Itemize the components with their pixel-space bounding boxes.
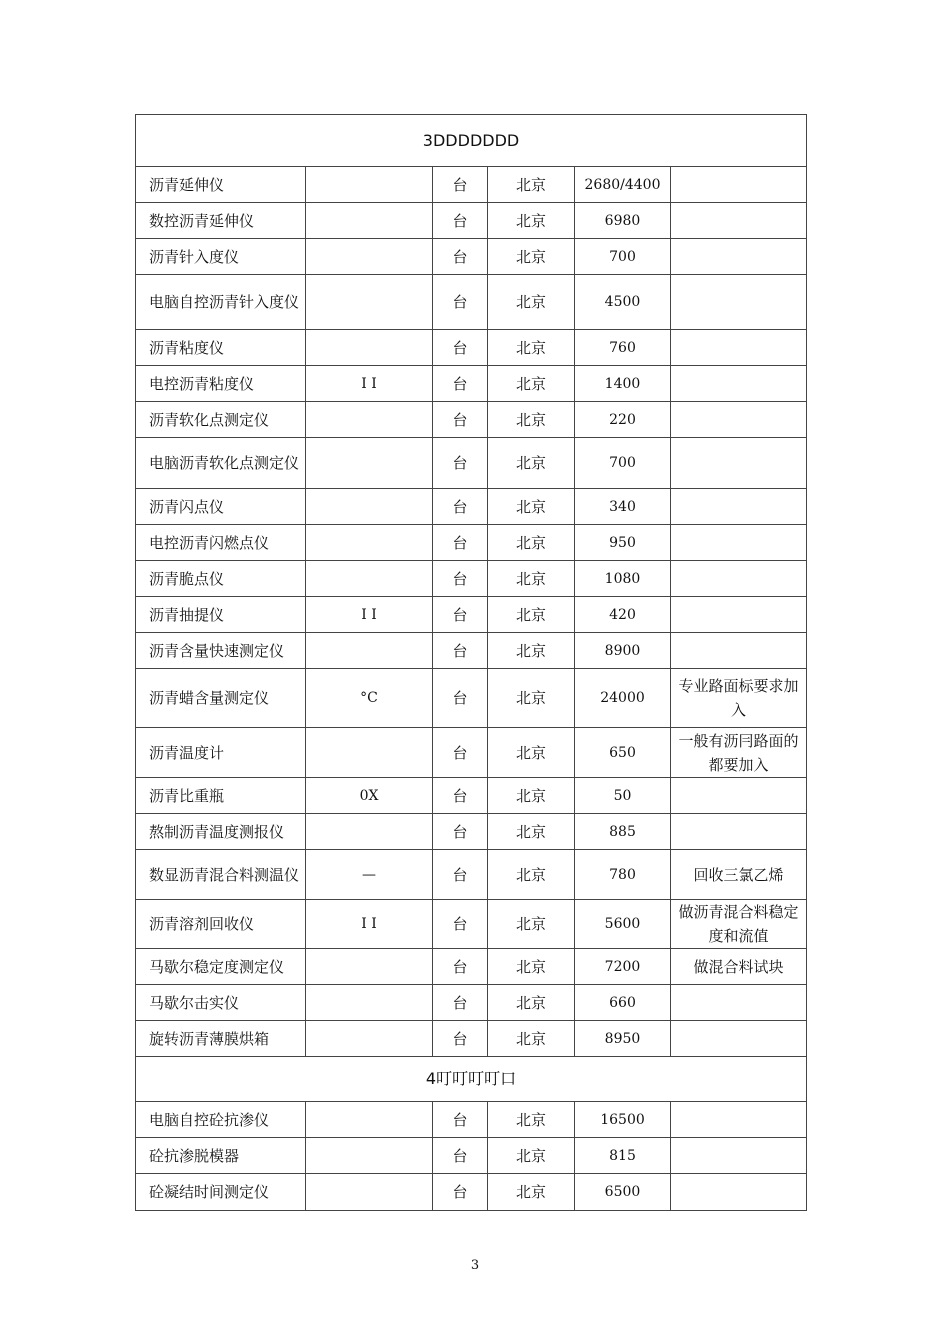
table-row <box>136 778 807 814</box>
table-row <box>136 402 807 438</box>
equipment-name-cell: 马歇尔稳定度测定仪 <box>136 949 306 985</box>
remark-cell <box>671 1174 807 1211</box>
table-row <box>136 728 807 778</box>
remark-cell: 做沥青混合料稳定度和流值 <box>671 900 807 949</box>
model-spec-cell <box>306 525 433 561</box>
table-row <box>136 900 807 949</box>
origin-cell: 北京 <box>488 597 575 633</box>
equipment-name-cell: 沥青延伸仪 <box>136 167 306 203</box>
origin-cell: 北京 <box>488 669 575 728</box>
price-cell: 700 <box>575 438 671 489</box>
model-spec-cell <box>306 167 433 203</box>
table-row <box>136 1174 807 1211</box>
equipment-name-cell: 电控沥青粘度仪 <box>136 366 306 402</box>
equipment-name-cell: 沥青蜡含量测定仪 <box>136 669 306 728</box>
equipment-name-cell: 熬制沥青温度测报仪 <box>136 814 306 850</box>
equipment-name-cell: 数显沥青混合料测温仪 <box>136 850 306 900</box>
unit-cell: 台 <box>433 949 488 985</box>
equipment-name-cell: 沥青温度计 <box>136 728 306 778</box>
equipment-name-cell: 电脑沥青软化点测定仪 <box>136 438 306 489</box>
table-row <box>136 525 807 561</box>
origin-cell: 北京 <box>488 633 575 669</box>
unit-cell: 台 <box>433 985 488 1021</box>
price-cell: 5600 <box>575 900 671 949</box>
model-spec-cell <box>306 489 433 525</box>
price-cell: 2680/4400 <box>575 167 671 203</box>
model-spec-cell <box>306 330 433 366</box>
remark-cell <box>671 402 807 438</box>
price-cell: 50 <box>575 778 671 814</box>
model-spec-cell <box>306 1021 433 1057</box>
equipment-name-cell: 沥青针入度仪 <box>136 239 306 275</box>
table-row <box>136 633 807 669</box>
model-spec-cell: I I <box>306 900 433 949</box>
unit-cell: 台 <box>433 330 488 366</box>
price-cell: 760 <box>575 330 671 366</box>
price-cell: 6980 <box>575 203 671 239</box>
price-cell: 885 <box>575 814 671 850</box>
remark-cell <box>671 438 807 489</box>
price-cell: 815 <box>575 1138 671 1174</box>
origin-cell: 北京 <box>488 814 575 850</box>
table-row <box>136 1102 807 1138</box>
model-spec-cell <box>306 633 433 669</box>
remark-cell <box>671 275 807 330</box>
equipment-name-cell: 沥青闪点仪 <box>136 489 306 525</box>
price-cell: 16500 <box>575 1102 671 1138</box>
remark-cell <box>671 597 807 633</box>
unit-cell: 台 <box>433 489 488 525</box>
remark-cell <box>671 985 807 1021</box>
remark-cell <box>671 366 807 402</box>
equipment-name-cell: 沥青溶剂回收仪 <box>136 900 306 949</box>
origin-cell: 北京 <box>488 438 575 489</box>
model-spec-cell <box>306 402 433 438</box>
remark-cell: 做混合料试块 <box>671 949 807 985</box>
model-spec-cell <box>306 438 433 489</box>
unit-cell: 台 <box>433 402 488 438</box>
origin-cell: 北京 <box>488 489 575 525</box>
equipment-name-cell: 电控沥青闪燃点仪 <box>136 525 306 561</box>
model-spec-cell <box>306 814 433 850</box>
origin-cell: 北京 <box>488 728 575 778</box>
model-spec-cell <box>306 275 433 330</box>
origin-cell: 北京 <box>488 366 575 402</box>
unit-cell: 台 <box>433 167 488 203</box>
model-spec-cell: °C <box>306 669 433 728</box>
unit-cell: 台 <box>433 1102 488 1138</box>
table-row <box>136 489 807 525</box>
unit-cell: 台 <box>433 850 488 900</box>
equipment-name-cell: 沥青含量快速测定仪 <box>136 633 306 669</box>
model-spec-cell <box>306 1138 433 1174</box>
equipment-name-cell: 沥青软化点测定仪 <box>136 402 306 438</box>
section-header-row <box>136 1057 807 1102</box>
remark-cell <box>671 814 807 850</box>
model-spec-cell <box>306 203 433 239</box>
origin-cell: 北京 <box>488 330 575 366</box>
equipment-name-cell: 沥青抽提仪 <box>136 597 306 633</box>
remark-cell <box>671 1102 807 1138</box>
equipment-name-cell: 旋转沥青薄膜烘箱 <box>136 1021 306 1057</box>
section-header-row <box>136 115 807 167</box>
remark-cell <box>671 1021 807 1057</box>
table-row <box>136 669 807 728</box>
remark-cell: 专业路面标要求加入 <box>671 669 807 728</box>
equipment-name-cell: 电脑自控砼抗渗仪 <box>136 1102 306 1138</box>
table-row <box>136 167 807 203</box>
remark-cell <box>671 778 807 814</box>
model-spec-cell <box>306 561 433 597</box>
unit-cell: 台 <box>433 900 488 949</box>
equipment-name-cell: 马歇尔击实仪 <box>136 985 306 1021</box>
table-row <box>136 366 807 402</box>
table-row <box>136 850 807 900</box>
remark-cell <box>671 167 807 203</box>
table-row <box>136 438 807 489</box>
remark-cell <box>671 633 807 669</box>
origin-cell: 北京 <box>488 275 575 330</box>
remark-cell <box>671 525 807 561</box>
origin-cell: 北京 <box>488 1102 575 1138</box>
origin-cell: 北京 <box>488 778 575 814</box>
price-cell: 24000 <box>575 669 671 728</box>
origin-cell: 北京 <box>488 1138 575 1174</box>
price-cell: 4500 <box>575 275 671 330</box>
table-row <box>136 561 807 597</box>
table-row <box>136 239 807 275</box>
unit-cell: 台 <box>433 366 488 402</box>
price-cell: 8950 <box>575 1021 671 1057</box>
unit-cell: 台 <box>433 561 488 597</box>
unit-cell: 台 <box>433 275 488 330</box>
table-row <box>136 949 807 985</box>
remark-cell <box>671 1138 807 1174</box>
price-cell: 950 <box>575 525 671 561</box>
equipment-name-cell: 电脑自控沥青针入度仪 <box>136 275 306 330</box>
table-row <box>136 1138 807 1174</box>
price-cell: 7200 <box>575 949 671 985</box>
price-cell: 340 <box>575 489 671 525</box>
price-cell: 1080 <box>575 561 671 597</box>
section-title: 4叮叮叮叮口 <box>136 1057 807 1102</box>
model-spec-cell <box>306 1174 433 1211</box>
unit-cell: 台 <box>433 778 488 814</box>
equipment-name-cell: 砼抗渗脱模器 <box>136 1138 306 1174</box>
origin-cell: 北京 <box>488 239 575 275</box>
remark-cell <box>671 561 807 597</box>
equipment-name-cell: 沥青粘度仪 <box>136 330 306 366</box>
origin-cell: 北京 <box>488 1021 575 1057</box>
unit-cell: 台 <box>433 669 488 728</box>
unit-cell: 台 <box>433 1174 488 1211</box>
price-cell: 660 <box>575 985 671 1021</box>
unit-cell: 台 <box>433 814 488 850</box>
origin-cell: 北京 <box>488 167 575 203</box>
model-spec-cell: — <box>306 850 433 900</box>
price-cell: 650 <box>575 728 671 778</box>
unit-cell: 台 <box>433 525 488 561</box>
unit-cell: 台 <box>433 1021 488 1057</box>
equipment-name-cell: 沥青比重瓶 <box>136 778 306 814</box>
price-cell: 420 <box>575 597 671 633</box>
price-cell: 1400 <box>575 366 671 402</box>
model-spec-cell: I I <box>306 366 433 402</box>
table-row <box>136 1021 807 1057</box>
table-row <box>136 597 807 633</box>
unit-cell: 台 <box>433 203 488 239</box>
price-cell: 8900 <box>575 633 671 669</box>
table-row <box>136 203 807 239</box>
origin-cell: 北京 <box>488 203 575 239</box>
table-row <box>136 275 807 330</box>
section-title: 3DDDDDDD <box>136 115 807 167</box>
origin-cell: 北京 <box>488 561 575 597</box>
origin-cell: 北京 <box>488 525 575 561</box>
unit-cell: 台 <box>433 1138 488 1174</box>
equipment-name-cell: 数控沥青延伸仪 <box>136 203 306 239</box>
origin-cell: 北京 <box>488 1174 575 1211</box>
equipment-name-cell: 沥青脆点仪 <box>136 561 306 597</box>
price-cell: 220 <box>575 402 671 438</box>
model-spec-cell <box>306 985 433 1021</box>
equipment-name-cell: 砼凝结时间测定仪 <box>136 1174 306 1211</box>
remark-cell <box>671 330 807 366</box>
origin-cell: 北京 <box>488 900 575 949</box>
table-row <box>136 814 807 850</box>
unit-cell: 台 <box>433 633 488 669</box>
remark-cell <box>671 203 807 239</box>
unit-cell: 台 <box>433 728 488 778</box>
origin-cell: 北京 <box>488 850 575 900</box>
remark-cell <box>671 239 807 275</box>
price-cell: 780 <box>575 850 671 900</box>
table-row <box>136 985 807 1021</box>
unit-cell: 台 <box>433 597 488 633</box>
model-spec-cell <box>306 949 433 985</box>
page-number: 3 <box>470 1258 480 1273</box>
origin-cell: 北京 <box>488 402 575 438</box>
price-cell: 700 <box>575 239 671 275</box>
remark-cell: 一般有沥冃路面的都要加入 <box>671 728 807 778</box>
unit-cell: 台 <box>433 438 488 489</box>
table-row <box>136 330 807 366</box>
unit-cell: 台 <box>433 239 488 275</box>
price-cell: 6500 <box>575 1174 671 1211</box>
origin-cell: 北京 <box>488 949 575 985</box>
model-spec-cell <box>306 728 433 778</box>
equipment-table <box>135 114 807 1211</box>
remark-cell <box>671 489 807 525</box>
model-spec-cell <box>306 1102 433 1138</box>
remark-cell: 回收三氯乙烯 <box>671 850 807 900</box>
model-spec-cell <box>306 239 433 275</box>
model-spec-cell: I I <box>306 597 433 633</box>
model-spec-cell: 0X <box>306 778 433 814</box>
origin-cell: 北京 <box>488 985 575 1021</box>
